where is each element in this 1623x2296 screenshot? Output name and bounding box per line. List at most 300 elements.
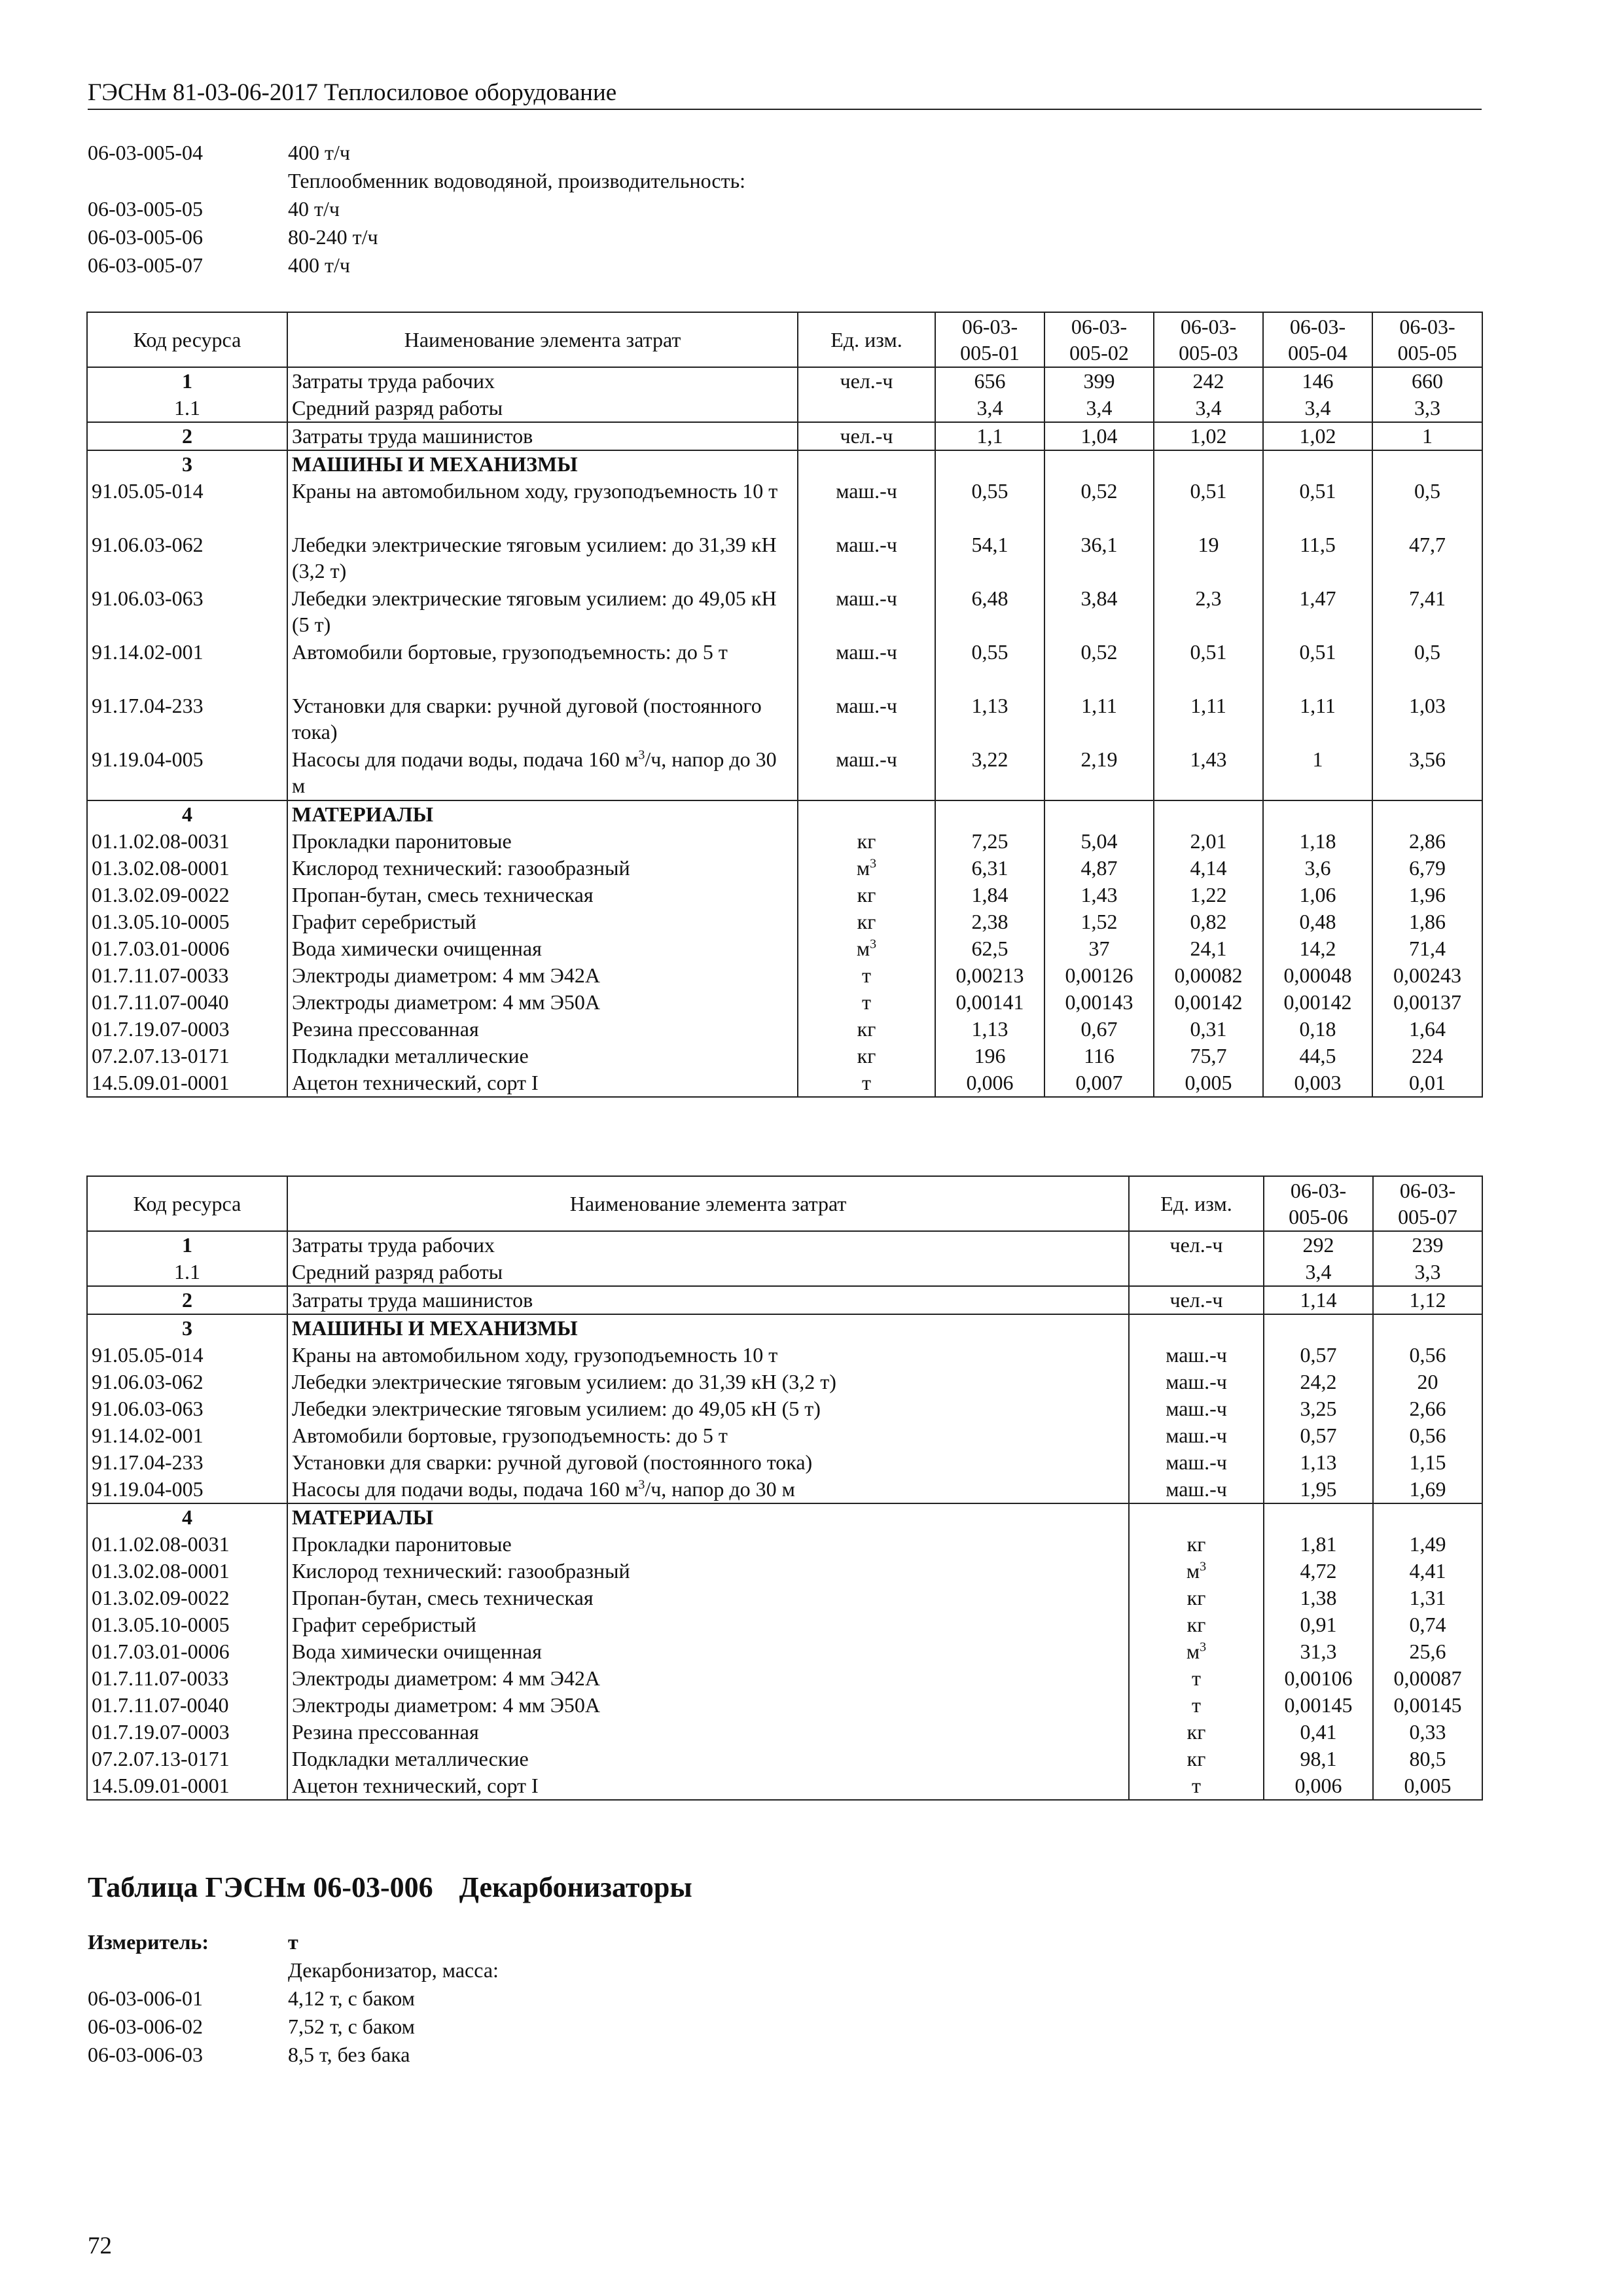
t1-value-cell: 54,1 [935,531,1044,585]
t1-unit-cell: маш.-ч [798,478,935,531]
t2-value-cell: 1,13 [1264,1449,1373,1476]
t2-row [87,1286,1482,1314]
t2-unit-cell: маш.-ч [1129,1369,1264,1395]
t2-value-cell: 1,81 [1264,1531,1373,1558]
t1-code-cell: 14.5.09.01-0001 [87,1069,287,1097]
t2-value-cell [1264,1314,1373,1342]
t1-unit-cell [798,450,935,478]
t2-name-cell: Автомобили бортовые, грузоподъемность: до 5 т [287,1422,1129,1449]
t1-name-cell: Прокладки паронитовые [287,828,798,855]
t1-header-line: 005-03 [1179,341,1238,365]
t1-value-cell: 5,04 [1044,828,1154,855]
section-code-desc: 8,5 т, без бака [288,2043,410,2066]
section-title [88,1871,692,1904]
t1-name-cell: Электроды диаметром: 4 мм Э50А [287,989,798,1016]
t1-value-cell: 1,96 [1372,882,1482,908]
t2-header-line: 005-06 [1289,1205,1348,1229]
t1-value-cell: 71,4 [1372,935,1482,962]
t2-code-cell: 4 [87,1503,287,1531]
t2-unit-cell: т [1129,1692,1264,1719]
t1-value-cell: 36,1 [1044,531,1154,585]
t1-value-cell: 0,00048 [1263,962,1372,989]
t1-value-cell: 6,48 [935,585,1044,639]
top-code-desc: Теплообменник водоводяной, производительность: [288,169,746,192]
t1-value-cell: 1,04 [1044,422,1154,450]
t1-code-cell: 2 [87,422,287,450]
top-code-desc: 80-240 т/ч [288,225,378,249]
top-code-code: 06-03-005-07 [88,253,203,277]
section-code-code: 06-03-006-02 [88,2015,203,2038]
t1-value-cell [1154,450,1263,478]
t1-value-cell [1154,800,1263,828]
t1-value-cell [1263,800,1372,828]
t1-header-line: 005-01 [960,341,1020,365]
t2-name-cell: Затраты труда машинистов [287,1286,1129,1314]
t2-value-cell: 25,6 [1373,1638,1482,1665]
t2-name-cell: Кислород технический: газообразный [287,1558,1129,1585]
t1-value-cell: 3,6 [1263,855,1372,882]
t1-code-cell: 91.05.05-014 [87,478,287,531]
t1-value-cell: 0,51 [1154,639,1263,692]
t1-value-cell: 0,006 [935,1069,1044,1097]
t1-name-cell: Лебедки электрические тяговым усилием: до 49,05 кН (5 т) [287,585,798,639]
t1-value-cell: 2,01 [1154,828,1263,855]
t2-value-cell: 4,72 [1264,1558,1373,1585]
t1-row [87,531,1482,585]
top-code-desc: 40 т/ч [288,197,340,221]
t2-header-cell [1373,1176,1482,1231]
t2-row [87,1531,1482,1558]
t2-code-cell: 1.1 [87,1259,287,1286]
t1-name-cell: Лебедки электрические тяговым усилием: до 31,39 кН (3,2 т) [287,531,798,585]
measure-block [88,1928,499,2069]
t1-value-cell: 0,52 [1044,478,1154,531]
t1-value-cell: 0,31 [1154,1016,1263,1043]
t1-unit-cell: т [798,962,935,989]
t1-value-cell: 3,56 [1372,746,1482,800]
t2-unit-cell: т [1129,1665,1264,1692]
section-code-desc: Декарбонизатор, масса: [288,1958,499,1982]
t2-row [87,1719,1482,1746]
t2-header-row [87,1176,1482,1231]
t1-name-cell: МАТЕРИАЛЫ [287,800,798,828]
t2-code-cell: 14.5.09.01-0001 [87,1772,287,1800]
t1-unit-cell: т [798,1069,935,1097]
t1-value-cell: 1,06 [1263,882,1372,908]
t2-name-cell: Пропан-бутан, смесь техническая [287,1585,1129,1611]
top-code-list [88,139,745,279]
t2-value-cell: 0,006 [1264,1772,1373,1800]
t1-value-cell: 224 [1372,1043,1482,1069]
t1-value-cell: 1,02 [1263,422,1372,450]
t1-value-cell: 0,51 [1263,478,1372,531]
t1-header-line: 06-03- [961,315,1018,338]
t1-value-cell: 1,43 [1044,882,1154,908]
t2-value-cell: 1,12 [1373,1286,1482,1314]
t1-unit-cell [798,395,935,422]
t1-code-cell: 4 [87,800,287,828]
t2-code-cell: 91.19.04-005 [87,1476,287,1503]
t1-value-cell: 1,84 [935,882,1044,908]
t2-code-cell: 01.7.03.01-0006 [87,1638,287,1665]
t1-unit-cell: маш.-ч [798,531,935,585]
t2-code-cell: 01.3.02.09-0022 [87,1585,287,1611]
t1-value-cell: 146 [1263,367,1372,395]
t1-value-cell: 0,52 [1044,639,1154,692]
t1-value-cell: 1,03 [1372,692,1482,746]
t2-value-cell: 24,2 [1264,1369,1373,1395]
top-code-row [88,167,745,195]
t1-value-cell: 0,55 [935,639,1044,692]
t2-row [87,1585,1482,1611]
top-code-desc: 400 т/ч [288,141,350,164]
t1-header-line: 06-03- [1399,315,1455,338]
t2-code-cell: 01.3.05.10-0005 [87,1611,287,1638]
t2-code-cell: 91.06.03-062 [87,1369,287,1395]
t1-value-cell: 3,4 [1044,395,1154,422]
t2-value-cell: 0,57 [1264,1422,1373,1449]
t1-sup: 3 [638,747,645,762]
t2-unit-cell [1129,1259,1264,1286]
t2-unit-cell: кг [1129,1746,1264,1772]
t2-sup: 3 [1200,1559,1207,1574]
t2-name-cell: Ацетон технический, сорт I [287,1772,1129,1800]
t2-header-cell [1264,1176,1373,1231]
t2-row [87,1369,1482,1395]
section-code-desc: 7,52 т, с баком [288,2015,415,2038]
t2-unit-cell: чел.-ч [1129,1231,1264,1259]
t1-row [87,935,1482,962]
t1-value-cell: 14,2 [1263,935,1372,962]
t1-value-cell: 0,00142 [1154,989,1263,1016]
t2-name-cell: МАТЕРИАЛЫ [287,1503,1129,1531]
t2-value-cell [1264,1503,1373,1531]
t2-code-cell: 01.7.19.07-0003 [87,1719,287,1746]
t2-unit-cell: кг [1129,1719,1264,1746]
t1-header-cell: Наименование элемента затрат [287,312,798,367]
t1-header-line: 005-04 [1288,341,1347,365]
t2-code-cell: 01.7.11.07-0040 [87,1692,287,1719]
t1-row [87,395,1482,422]
t1-header-cell: Ед. изм. [798,312,935,367]
t2-name-cell: Затраты труда рабочих [287,1231,1129,1259]
t2-value-cell: 0,41 [1264,1719,1373,1746]
t1-value-cell: 0,51 [1263,639,1372,692]
resource-table-1 [86,312,1483,1098]
t1-value-cell: 0,00137 [1372,989,1482,1016]
t1-row [87,1043,1482,1069]
t1-unit-cell: кг [798,828,935,855]
t1-row [87,828,1482,855]
t1-value-cell: 1,11 [1263,692,1372,746]
t2-value-cell: 0,33 [1373,1719,1482,1746]
t1-value-cell: 0,82 [1154,908,1263,935]
t1-value-cell: 6,31 [935,855,1044,882]
t1-value-cell: 196 [935,1043,1044,1069]
t1-unit-cell: чел.-ч [798,422,935,450]
t2-row [87,1692,1482,1719]
t2-unit-cell: кг [1129,1611,1264,1638]
t2-header-line: 005-07 [1398,1205,1457,1229]
t1-row [87,450,1482,478]
t1-value-cell: 47,7 [1372,531,1482,585]
top-code-code: 06-03-005-04 [88,141,203,164]
t1-value-cell [1263,450,1372,478]
t1-value-cell [935,450,1044,478]
t2-unit-cell [1129,1503,1264,1531]
t1-value-cell: 4,14 [1154,855,1263,882]
top-code-code: 06-03-005-05 [88,197,203,221]
page-number: 72 [88,2233,112,2259]
t2-code-cell: 91.06.03-063 [87,1395,287,1422]
t2-value-cell: 0,005 [1373,1772,1482,1800]
t1-unit-cell: маш.-ч [798,692,935,746]
t1-row [87,692,1482,746]
t2-unit-cell: маш.-ч [1129,1395,1264,1422]
t2-value-cell: 20 [1373,1369,1482,1395]
t2-name-cell: Электроды диаметром: 4 мм Э42А [287,1665,1129,1692]
t2-code-cell: 1 [87,1231,287,1259]
section-code-code: 06-03-006-03 [88,2043,203,2066]
section-code-desc: 4,12 т, с баком [288,1986,415,2010]
t1-name-cell: Ацетон технический, сорт I [287,1069,798,1097]
t1-name-cell: Резина прессованная [287,1016,798,1043]
t1-value-cell: 0,18 [1263,1016,1372,1043]
t2-value-cell: 1,14 [1264,1286,1373,1314]
t1-code-cell: 01.7.19.07-0003 [87,1016,287,1043]
t1-value-cell [1372,450,1482,478]
t1-header-line: 005-05 [1397,341,1457,365]
t2-value-cell: 3,4 [1264,1259,1373,1286]
t1-value-cell: 1,1 [935,422,1044,450]
t1-header-line: 005-02 [1069,341,1129,365]
t1-value-cell: 0,00142 [1263,989,1372,1016]
t1-header-cell [1154,312,1263,367]
t1-value-cell: 0,00213 [935,962,1044,989]
section-code-row [88,1956,499,1984]
t1-code-cell: 01.1.02.08-0031 [87,828,287,855]
t2-row [87,1422,1482,1449]
t2-row [87,1503,1482,1531]
t1-header-cell: Код ресурса [87,312,287,367]
t2-code-cell: 01.1.02.08-0031 [87,1531,287,1558]
t1-row [87,422,1482,450]
t1-value-cell: 0,00126 [1044,962,1154,989]
t1-value-cell: 1,64 [1372,1016,1482,1043]
t1-code-cell: 01.7.11.07-0033 [87,962,287,989]
t2-value-cell: 4,41 [1373,1558,1482,1585]
top-code-row [88,139,745,167]
t1-value-cell: 1,22 [1154,882,1263,908]
t1-value-cell: 1,13 [935,692,1044,746]
top-code-code: 06-03-005-06 [88,225,203,249]
t2-value-cell: 1,38 [1264,1585,1373,1611]
t1-row [87,478,1482,531]
t2-unit-cell: маш.-ч [1129,1449,1264,1476]
t1-value-cell: 0,00141 [935,989,1044,1016]
t1-value-cell: 116 [1044,1043,1154,1069]
t1-header-line: 06-03- [1180,315,1237,338]
t2-value-cell: 3,25 [1264,1395,1373,1422]
t2-value-cell: 0,57 [1264,1342,1373,1369]
t1-value-cell: 2,3 [1154,585,1263,639]
t2-row [87,1342,1482,1369]
t2-value-cell: 0,74 [1373,1611,1482,1638]
t1-value-cell: 0,51 [1154,478,1263,531]
t2-value-cell: 1,95 [1264,1476,1373,1503]
t2-name-cell: Установки для сварки: ручной дуговой (постоянного тока) [287,1449,1129,1476]
t2-value-cell: 292 [1264,1231,1373,1259]
t1-value-cell: 1,47 [1263,585,1372,639]
t2-name-cell: Лебедки электрические тяговым усилием: до 49,05 кН (5 т) [287,1395,1129,1422]
t1-name-cell: Средний разряд работы [287,395,798,422]
t1-header-cell [935,312,1044,367]
t1-value-cell: 0,5 [1372,478,1482,531]
t2-row [87,1476,1482,1503]
t1-value-cell: 1,86 [1372,908,1482,935]
page-header: ГЭСНм 81-03-06-2017 Теплосиловое оборудование [88,77,1482,110]
t1-value-cell: 3,3 [1372,395,1482,422]
t1-value-cell: 2,86 [1372,828,1482,855]
t2-name-cell: Резина прессованная [287,1719,1129,1746]
section-code-code: 06-03-006-01 [88,1986,203,2010]
t1-value-cell: 62,5 [935,935,1044,962]
t2-value-cell [1373,1503,1482,1531]
t1-value-cell: 0,00143 [1044,989,1154,1016]
t1-value-cell: 0,67 [1044,1016,1154,1043]
t1-value-cell: 4,87 [1044,855,1154,882]
t1-name-cell: Затраты труда машинистов [287,422,798,450]
t1-unit-cell: кг [798,882,935,908]
t2-value-cell: 239 [1373,1231,1482,1259]
t1-row [87,962,1482,989]
t1-value-cell [1372,800,1482,828]
top-code-desc: 400 т/ч [288,253,350,277]
t1-row [87,585,1482,639]
t1-header-line: 06-03- [1071,315,1128,338]
t1-value-cell: 37 [1044,935,1154,962]
t2-header-line: 06-03- [1290,1179,1347,1202]
t1-name-cell: Краны на автомобильном ходу, грузоподъемность 10 т [287,478,798,531]
t1-code-cell: 01.3.02.09-0022 [87,882,287,908]
t1-value-cell: 656 [935,367,1044,395]
t2-code-cell: 2 [87,1286,287,1314]
t2-name-cell: Насосы для подачи воды, подача 160 $м^3/ч$, напор до 30 м [287,1476,1129,1503]
t2-name-cell: Вода химически очищенная [287,1638,1129,1665]
t2-unit-cell: кг [1129,1531,1264,1558]
t2-name-cell: Средний разряд работы [287,1259,1129,1286]
t1-name-cell: Кислород технический: газообразный [287,855,798,882]
t1-code-cell: 3 [87,450,287,478]
t2-row [87,1231,1482,1259]
t2-row [87,1746,1482,1772]
t2-row [87,1665,1482,1692]
t1-code-cell: 01.7.03.01-0006 [87,935,287,962]
t1-value-cell: 3,4 [935,395,1044,422]
t1-sup: 3 [870,856,877,871]
t2-name-cell: Подкладки металлические [287,1746,1129,1772]
t1-value-cell: 399 [1044,367,1154,395]
t2-code-cell: 91.05.05-014 [87,1342,287,1369]
t2-unit-cell: $м^3$ [1129,1638,1264,1665]
t1-code-cell: 1 [87,367,287,395]
t1-value-cell: 3,4 [1154,395,1263,422]
t1-value-cell [1044,800,1154,828]
t1-value-cell: 0,005 [1154,1069,1263,1097]
t1-unit-cell: $м^3$ [798,935,935,962]
t2-value-cell: 0,00087 [1373,1665,1482,1692]
t1-unit-cell: маш.-ч [798,746,935,800]
t2-value-cell: 1,49 [1373,1531,1482,1558]
t1-value-cell: 1,11 [1044,692,1154,746]
section-table-name: Декарбонизаторы [459,1871,692,1903]
t1-value-cell: 0,5 [1372,639,1482,692]
t2-value-cell: 31,3 [1264,1638,1373,1665]
t2-value-cell: 0,00145 [1373,1692,1482,1719]
t2-code-cell: 91.17.04-233 [87,1449,287,1476]
t1-value-cell: 660 [1372,367,1482,395]
top-code-row [88,251,745,279]
t2-unit-cell: маш.-ч [1129,1422,1264,1449]
t1-row [87,908,1482,935]
t1-value-cell: 7,25 [935,828,1044,855]
section-table-code: Таблица ГЭСНм 06-03-006 [88,1871,433,1903]
t2-header-cell: Ед. изм. [1129,1176,1264,1231]
t1-value-cell: 2,19 [1044,746,1154,800]
t1-header-cell [1372,312,1482,367]
t1-row [87,1016,1482,1043]
t1-value-cell: 1,18 [1263,828,1372,855]
t1-row [87,367,1482,395]
measure-value: т [288,1930,298,1954]
t1-value-cell: 3,22 [935,746,1044,800]
t1-value-cell: 3,4 [1263,395,1372,422]
t2-unit-cell: кг [1129,1585,1264,1611]
t2-row [87,1611,1482,1638]
t1-unit-cell: т [798,989,935,1016]
t1-header-cell [1044,312,1154,367]
t1-value-cell: 24,1 [1154,935,1263,962]
t2-value-cell: 0,00145 [1264,1692,1373,1719]
t2-value-cell: 0,56 [1373,1342,1482,1369]
t2-name-cell: Краны на автомобильном ходу, грузоподъемность 10 т [287,1342,1129,1369]
t2-value-cell: 0,91 [1264,1611,1373,1638]
t2-value-cell: 1,31 [1373,1585,1482,1611]
top-code-row [88,223,745,251]
t2-name-cell: Электроды диаметром: 4 мм Э50А [287,1692,1129,1719]
t1-unit-cell: маш.-ч [798,639,935,692]
t1-value-cell [935,800,1044,828]
t2-row [87,1449,1482,1476]
t1-name-cell: Подкладки металлические [287,1043,798,1069]
t1-value-cell: 44,5 [1263,1043,1372,1069]
t1-value-cell: 1,02 [1154,422,1263,450]
t1-name-cell: Установки для сварки: ручной дуговой (постоянного тока) [287,692,798,746]
section-code-code [88,1956,288,1984]
t1-row [87,639,1482,692]
t1-name-cell: Насосы для подачи воды, подача 160 $м^3/ч$, напор до 30 м [287,746,798,800]
t2-value-cell: 2,66 [1373,1395,1482,1422]
t1-name-cell: Графит серебристый [287,908,798,935]
section-code-row [88,1984,499,2013]
t1-value-cell: 75,7 [1154,1043,1263,1069]
t1-row [87,1069,1482,1097]
t2-header-cell: Наименование элемента затрат [287,1176,1129,1231]
t2-row [87,1772,1482,1800]
t2-sup: 3 [638,1477,645,1492]
t2-code-cell: 01.7.11.07-0033 [87,1665,287,1692]
t2-value-cell: 98,1 [1264,1746,1373,1772]
